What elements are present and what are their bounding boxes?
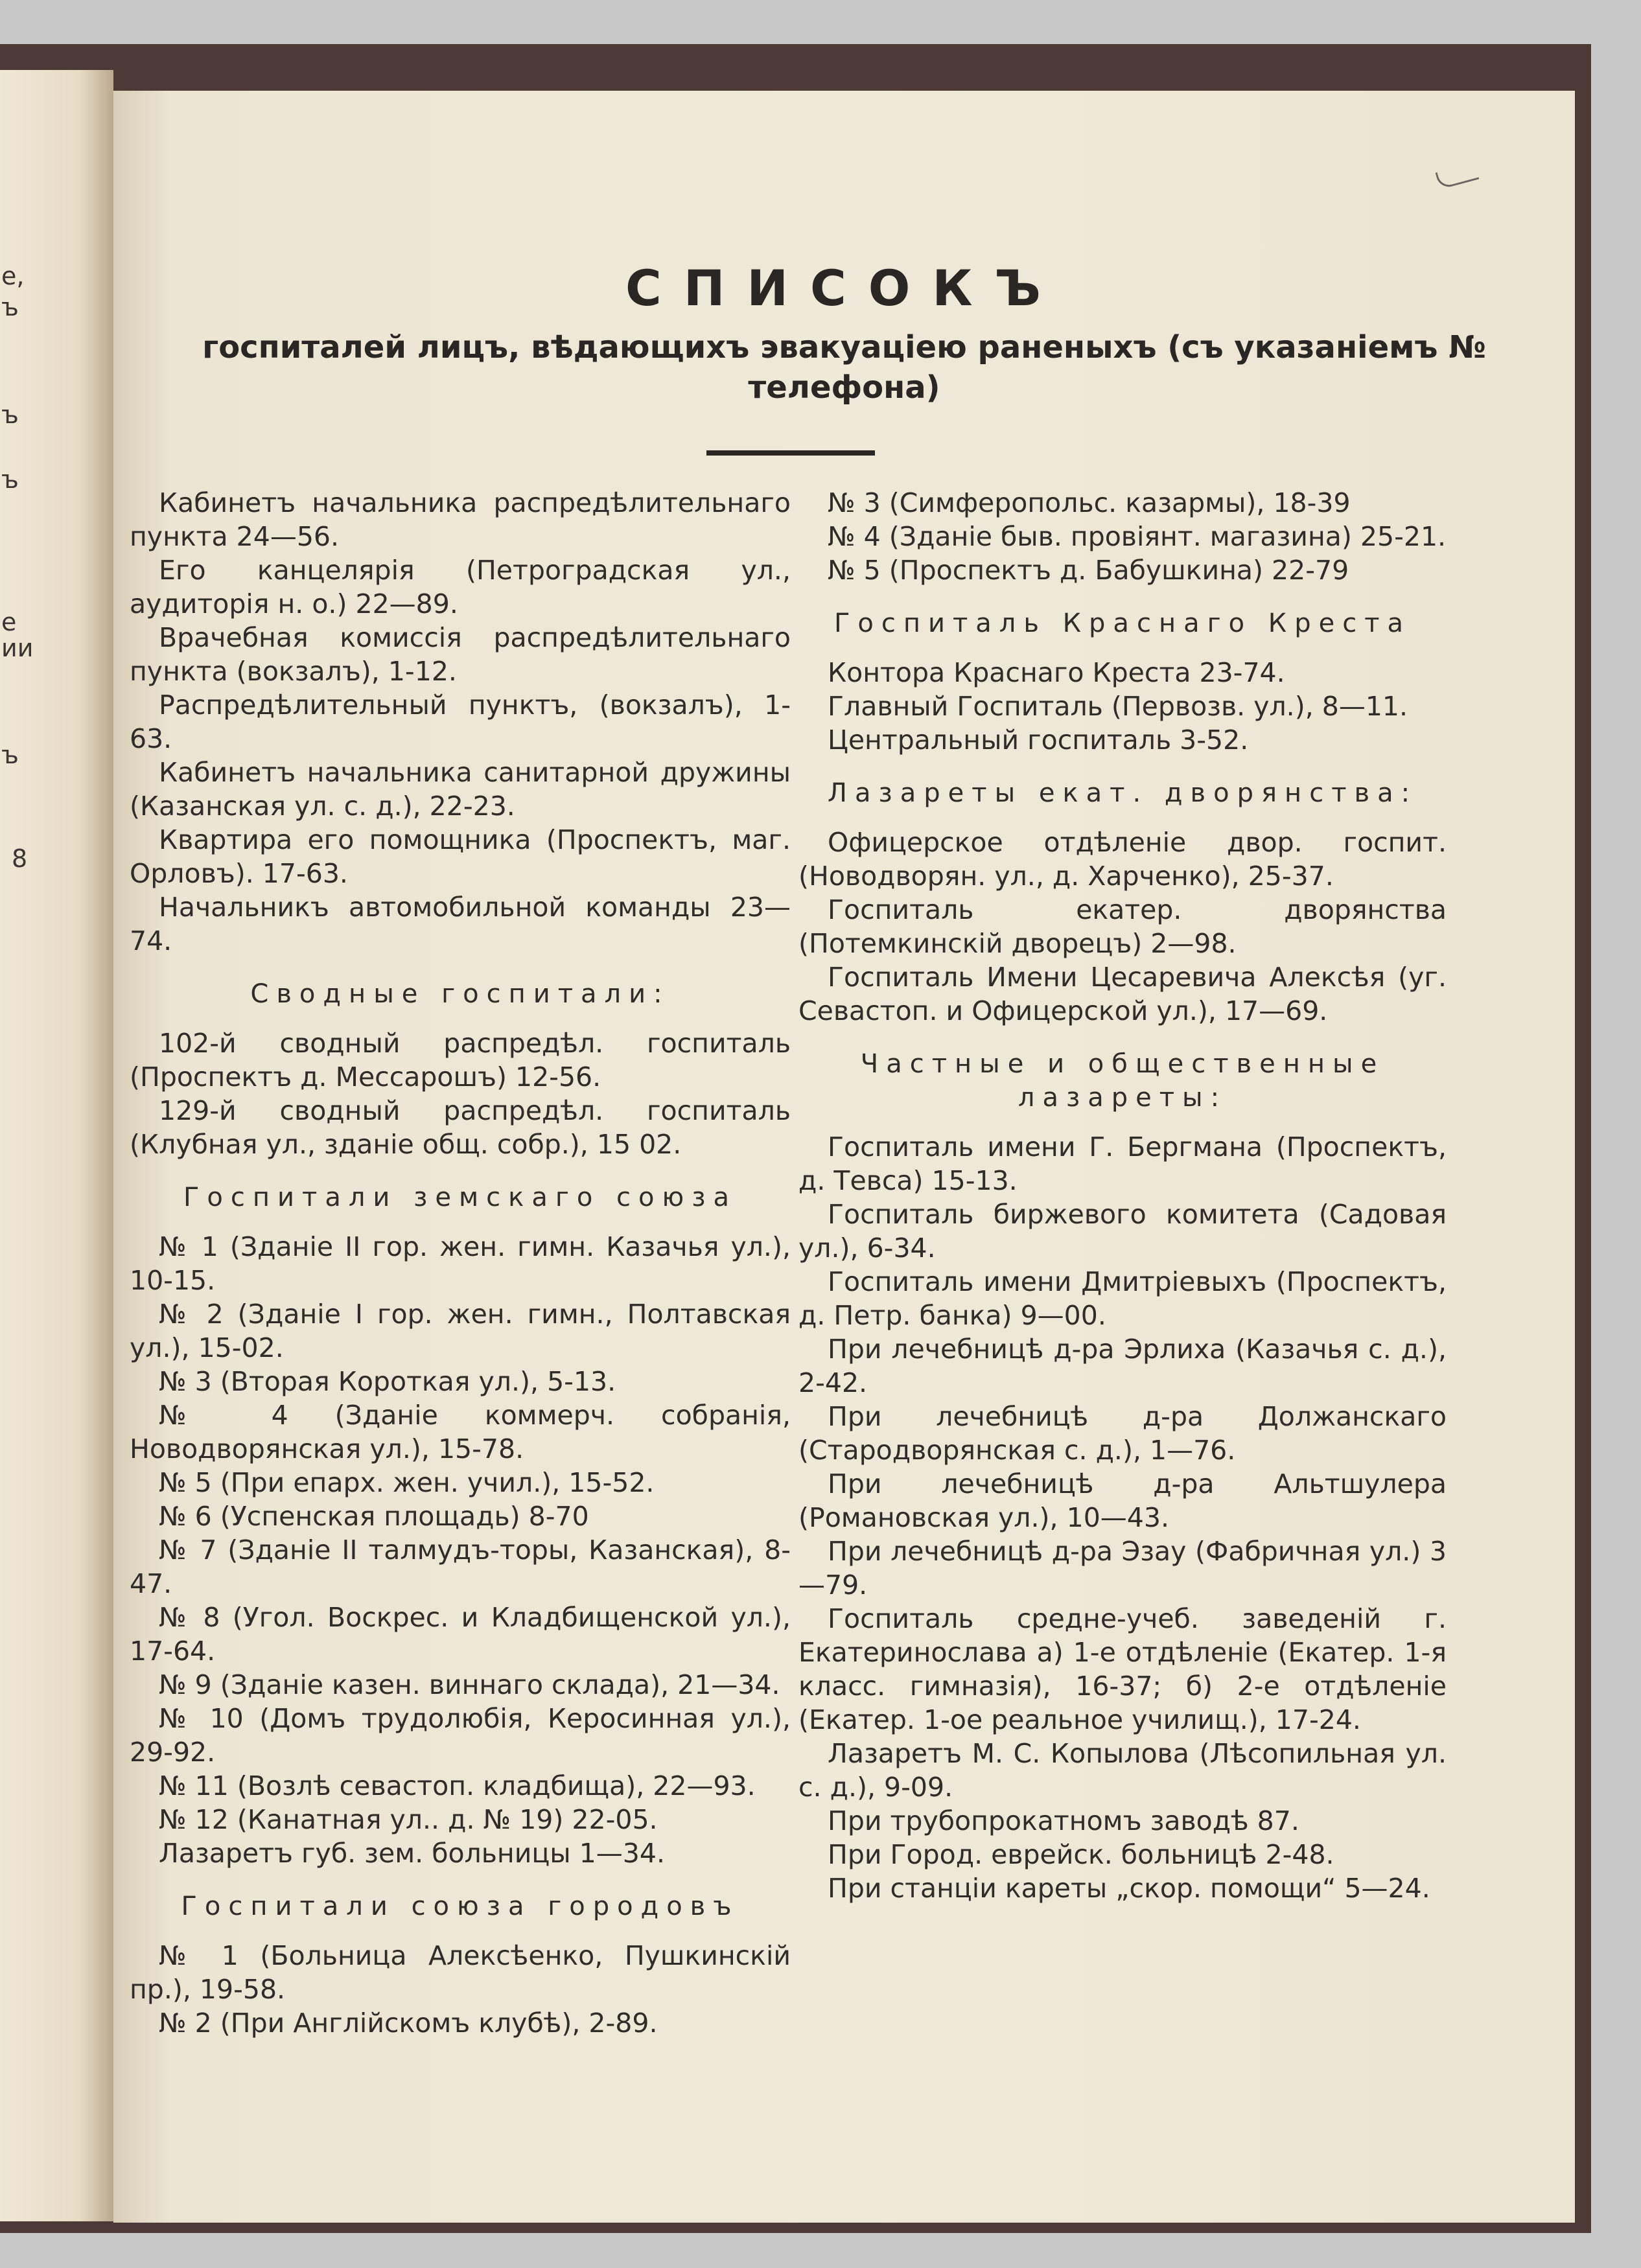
list-entry: № 8 (Угол. Воскрес. и Кладбищенской ул.), 17-64. (130, 1602, 791, 1667)
list-entry: При лечебницѣ д-ра Альтшулера (Романовская ул.), 10—43. (798, 1468, 1447, 1533)
section-heading: Лазареты екат. дворянства: (827, 778, 1418, 808)
left-fragment: 8 (12, 844, 28, 873)
list-entry: При Город. еврейск. больницѣ 2-48. (828, 1839, 1334, 1870)
left-fragment: e, (1, 262, 25, 290)
list-entry: Госпиталь биржевого комитета (Садовая ул.), 6-34. (798, 1199, 1447, 1264)
list-entry: № 5 (Проспектъ д. Бабушкина) 22-79 (828, 555, 1349, 586)
section-heading: Госпитали земскаго союза (183, 1183, 737, 1212)
list-entry: Офицерское отдѣленiе двор. госпит. (Новодворян. ул., д. Харченко), 25-37. (798, 827, 1447, 892)
list-entry: № 5 (При епарх. жен. учил.), 15-52. (159, 1467, 655, 1498)
list-entry: № 2 (При Англiйскомъ клубѣ), 2-89. (159, 2008, 658, 2039)
list-entry: Лазаретъ губ. зем. больницы 1—34. (159, 1838, 665, 1869)
list-entry: Кабинетъ начальника санитарной дружины (Казанская ул. с. д.), 22-23. (130, 757, 791, 822)
list-entry: При лечебницѣ д-ра Должанскаго (Стародворянская с. д.), 1—76. (798, 1401, 1447, 1466)
section-heading: Госпитали союза городовъ (181, 1892, 739, 1921)
list-entry: Лазаретъ М. С. Копылова (Лѣсопильная ул. с. д.), 9-09. (798, 1738, 1447, 1803)
list-entry: № 6 (Успенская площадь) 8-70 (159, 1501, 589, 1532)
list-entry: Квартира его помощника (Проспектъ, маг. Орловъ). 17-63. (130, 824, 791, 889)
list-entry: Госпиталь Имени Цесаревича Алексѣя (уг. Севастоп. и Офицерской ул.), 17—69. (798, 962, 1447, 1026)
left-fragment: ъ (1, 465, 19, 494)
list-entry: № 1 (Зданiе II гор. жен. гимн. Казачья ул.), 10-15. (130, 1231, 791, 1296)
pencil-mark (1436, 162, 1480, 189)
list-entry: № 3 (Вторая Короткая ул.), 5-13. (159, 1366, 616, 1397)
list-entry: № 7 (Зданiе II талмудъ-торы, Казанская), 8-47. (130, 1534, 791, 1599)
left-fragment: ъ (1, 741, 19, 769)
list-entry: № 10 (Домъ трудолюбiя, Керосинная ул.), 29-92. (130, 1703, 791, 1768)
list-entry: При трубопрокатномъ заводѣ 87. (828, 1805, 1299, 1836)
left-fragment: e (1, 608, 17, 636)
list-entry: Центральный госпиталь 3-52. (828, 724, 1249, 756)
list-entry: Госпиталь имени Дмитрiевыхъ (Проспектъ, д. Петр. банка) 9—00. (798, 1266, 1447, 1331)
list-entry: При лечебницѣ д-ра Эзау (Фабричная ул.) 3—79. (798, 1536, 1447, 1601)
list-entry: Кабинетъ начальника распредѣлительнаго пункта 24—56. (130, 487, 791, 552)
list-entry: 102-й сводный распредѣл. госпиталь (Проспектъ д. Мессарошъ) 12-56. (130, 1028, 791, 1093)
list-entry: При станцiи кареты „скор. помощи“ 5—24. (828, 1873, 1430, 1904)
section-heading: Госпиталь Краснаго Креста (833, 608, 1412, 638)
left-fragment: ии (1, 634, 34, 662)
list-entry: Госпиталь средне-учеб. заведенiй г. Екатеринослава а) 1-е отдѣленiе (Екатер. 1-я класс. гимназiя), 16-37; б) 2-е отдѣленiе (Екатер. 1-ое реальное училищ.), 17-24. (798, 1603, 1447, 1735)
page-subtitle: госпиталей лицъ, вѣдающихъ эвакуацiею раненыхъ (съ указанiемъ № телефона) (202, 329, 1486, 406)
left-fragment: ъ (1, 400, 19, 429)
section-heading: Сводные госпитали: (250, 979, 670, 1009)
list-entry: № 2 (Зданiе I гор. жен. гимн., Полтавская ул.), 15-02. (130, 1299, 791, 1363)
list-entry: Госпиталь екатер. дворянства (Потемкинскiй дворецъ) 2—98. (798, 894, 1447, 959)
list-entry: Распредѣлительный пунктъ, (вокзалъ), 1-63. (130, 689, 791, 754)
left-page-edge (0, 70, 113, 2221)
list-entry: № 4 (Зданiе быв. провiянт. магазина) 25-21. (828, 521, 1447, 552)
list-entry: 129-й сводный распредѣл. госпиталь (Клубная ул., зданiе общ. собр.), 15 02. (130, 1095, 791, 1160)
left-fragment: ъ (1, 293, 19, 321)
list-entry: Контора Краснаго Креста 23-74. (828, 657, 1285, 688)
list-entry: При лечебницѣ д-ра Эрлиха (Казачья с. д.), 2-42. (798, 1334, 1447, 1398)
right-column (798, 486, 1447, 1905)
left-column (130, 486, 791, 2040)
list-entry: № 4 (Зданiе коммерч. собранiя, Новодворянская ул.), 15-78. (130, 1400, 791, 1464)
page-title: СПИСОКЪ (625, 259, 1063, 317)
list-entry: Врачебная комиссiя распредѣлительнаго пункта (вокзалъ), 1-12. (130, 622, 791, 687)
list-entry: Начальникъ автомобильной команды 23—74. (130, 892, 791, 956)
document-page (113, 91, 1575, 2223)
section-heading: Частные и общественные лазареты: (860, 1049, 1385, 1113)
list-entry: № 9 (Зданiе казен. виннаго склада), 21—34. (159, 1669, 780, 1700)
list-entry: № 3 (Симферопольс. казармы), 18-39 (828, 487, 1351, 518)
list-entry: Госпиталь имени Г. Бергмана (Проспектъ, д. Тевса) 15-13. (798, 1131, 1447, 1196)
list-entry: Главный Госпиталь (Первозв. ул.), 8—11. (828, 691, 1408, 722)
title-rule (706, 450, 875, 456)
list-entry: № 11 (Возлѣ севастоп. кладбища), 22—93. (159, 1770, 756, 1801)
list-entry: № 12 (Канатная ул.. д. № 19) 22-05. (159, 1804, 658, 1835)
list-entry: № 1 (Больница Алексѣенко, Пушкинскiй пр.), 19-58. (130, 1940, 791, 2005)
list-entry: Его канцелярiя (Петроградская ул., аудиторiя н. о.) 22—89. (130, 555, 791, 619)
